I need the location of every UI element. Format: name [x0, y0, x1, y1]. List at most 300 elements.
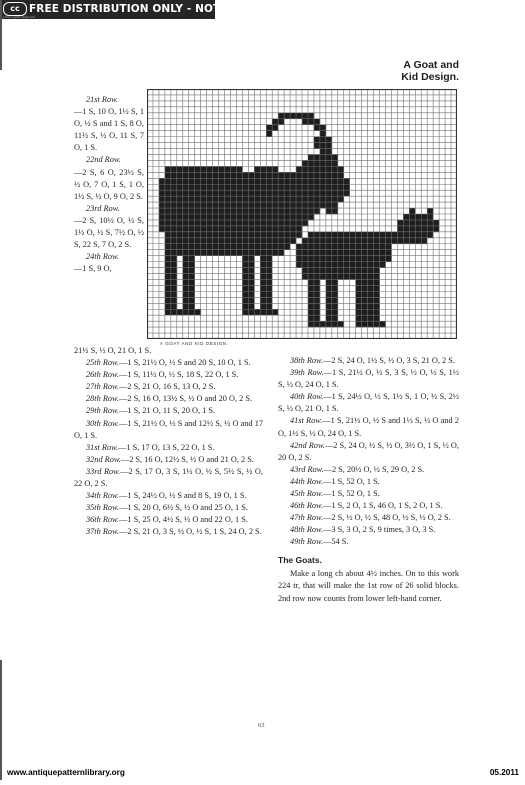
grid-block: [278, 119, 284, 125]
grid-block: [296, 250, 302, 256]
grid-block: [290, 232, 296, 238]
grid-block: [296, 220, 302, 226]
grid-block: [165, 303, 171, 309]
grid-block: [171, 178, 177, 184]
grid-block: [213, 202, 219, 208]
grid-block: [260, 274, 266, 280]
grid-block: [308, 279, 314, 285]
grid-block: [171, 202, 177, 208]
grid-block: [260, 178, 266, 184]
grid-block: [242, 190, 248, 196]
grid-block: [248, 250, 254, 256]
grid-block: [362, 262, 368, 268]
grid-block: [278, 208, 284, 214]
grid-block: [380, 262, 386, 268]
row-text: —2 S, 21 O, 3 S, ½ O, ½ S, 1 S, 24 O, 2 S.: [119, 527, 262, 537]
grid-block: [368, 268, 374, 274]
grid-block: [368, 238, 374, 244]
right-column-rows: [278, 355, 459, 549]
grid-block: [296, 208, 302, 214]
grid-block: [368, 256, 374, 262]
grid-block: [159, 190, 165, 196]
grid-block: [320, 196, 326, 202]
row-text: —2 S, 16 O, 12½ S, ½ O and 21 O, 2 S.: [120, 454, 254, 464]
grid-block: [409, 232, 415, 238]
grid-block: [183, 268, 189, 274]
grid-block: [213, 172, 219, 178]
grid-block: [189, 291, 195, 297]
grid-block: [320, 131, 326, 137]
grid-block: [177, 166, 183, 172]
grid-block: [183, 309, 189, 315]
grid-block: [356, 291, 362, 297]
grid-block: [159, 196, 165, 202]
row-label: 27th Row.: [86, 382, 120, 392]
grid-block: [189, 285, 195, 291]
grid-block: [266, 291, 272, 297]
grid-block: [320, 166, 326, 172]
grid-block: [368, 297, 374, 303]
grid-block: [427, 232, 433, 238]
grid-block: [242, 297, 248, 303]
grid-block: [165, 220, 171, 226]
grid-block: [225, 238, 231, 244]
grid-block: [314, 250, 320, 256]
grid-block: [171, 274, 177, 280]
grid-block: [183, 256, 189, 262]
grid-block: [385, 250, 391, 256]
grid-block: [284, 113, 290, 119]
grid-block: [266, 238, 272, 244]
grid-block: [350, 256, 356, 262]
banner-subtext: some rights reserved: [3, 15, 35, 19]
grid-block: [213, 226, 219, 232]
grid-block: [338, 190, 344, 196]
grid-block: [242, 285, 248, 291]
row-text: —1 S, 11½ O, ½ S, 18 S, 22 O, 1 S.: [119, 370, 239, 380]
grid-block: [225, 166, 231, 172]
grid-block: [266, 166, 272, 172]
grid-block: [278, 214, 284, 220]
grid-block: [165, 244, 171, 250]
grid-block: [266, 309, 272, 315]
grid-block: [236, 226, 242, 232]
grid-block: [236, 250, 242, 256]
grid-block: [272, 238, 278, 244]
grid-block: [385, 232, 391, 238]
grid-block: [338, 178, 344, 184]
grid-block: [195, 214, 201, 220]
grid-block: [338, 250, 344, 256]
grid-block: [350, 232, 356, 238]
grid-block: [278, 190, 284, 196]
grid-block: [165, 202, 171, 208]
grid-block: [201, 190, 207, 196]
grid-block: [171, 220, 177, 226]
grid-block: [308, 154, 314, 160]
grid-block: [397, 220, 403, 226]
row-text: —1 S, 24½ O, ½ S and 8 S, 19 O, 1 S.: [119, 491, 247, 501]
grid-block: [248, 244, 254, 250]
grid-block: [380, 321, 386, 327]
grid-block: [230, 226, 236, 232]
grid-block: [415, 214, 421, 220]
grid-block: [356, 232, 362, 238]
grid-block: [272, 220, 278, 226]
grid-block: [278, 226, 284, 232]
grid-block: [242, 172, 248, 178]
grid-block: [230, 166, 236, 172]
grid-block: [368, 262, 374, 268]
grid-block: [230, 214, 236, 220]
grid-block: [266, 172, 272, 178]
grid-block: [284, 184, 290, 190]
grid-block: [350, 262, 356, 268]
grid-block: [332, 250, 338, 256]
grid-block: [338, 184, 344, 190]
row-text: —1 S, 17 O, 13 S, 22 O, 1 S.: [118, 442, 215, 452]
grid-block: [338, 244, 344, 250]
grid-block: [320, 262, 326, 268]
grid-block: [338, 262, 344, 268]
grid-block: [272, 226, 278, 232]
grid-block: [242, 196, 248, 202]
grid-block: [272, 190, 278, 196]
grid-block: [368, 309, 374, 315]
grid-block: [272, 166, 278, 172]
grid-block: [314, 244, 320, 250]
grid-block: [332, 285, 338, 291]
row-text: —1 S, 24½ O, ½ S, 1½ S, 1 O, ½ S, 2½ S, ½ O, 21 O, 1 S.: [278, 392, 459, 414]
grid-block: [242, 303, 248, 309]
grid-block: [368, 321, 374, 327]
grid-block: [189, 268, 195, 274]
grid-block: [332, 244, 338, 250]
row-label: 25th Row.: [86, 358, 120, 368]
grid-block: [248, 220, 254, 226]
grid-block: [183, 291, 189, 297]
grid-block: [403, 220, 409, 226]
grid-block: [266, 262, 272, 268]
grid-block: [266, 178, 272, 184]
grid-block: [320, 250, 326, 256]
row-label: 41st Row.: [290, 416, 323, 426]
goats-heading: The Goats.: [278, 554, 322, 565]
row-heading: 24th Row.: [86, 252, 120, 262]
grid-block: [356, 297, 362, 303]
grid-block: [254, 178, 260, 184]
row-instruction: [74, 454, 263, 466]
grid-block: [242, 262, 248, 268]
grid-block: [326, 268, 332, 274]
grid-block: [201, 244, 207, 250]
row-text: —54 S.: [323, 537, 349, 547]
row-text: —2 S, 21 O, 16 S, 13 O, 2 S.: [119, 382, 216, 392]
grid-block: [403, 232, 409, 238]
row-instruction: [278, 367, 459, 391]
grid-block: [362, 244, 368, 250]
grid-block: [284, 244, 290, 250]
grid-block: [254, 309, 260, 315]
grid-block: [165, 166, 171, 172]
grid-block: [356, 321, 362, 327]
grid-block: [362, 256, 368, 262]
grid-block: [314, 321, 320, 327]
grid-block: [219, 226, 225, 232]
grid-block: [290, 178, 296, 184]
grid-block: [374, 256, 380, 262]
grid-block: [338, 196, 344, 202]
grid-block: [302, 274, 308, 280]
grid-block: [350, 238, 356, 244]
grid-block: [177, 309, 183, 315]
grid-block: [165, 262, 171, 268]
grid-block: [302, 208, 308, 214]
grid-block: [159, 178, 165, 184]
grid-block: [195, 220, 201, 226]
grid-block: [415, 220, 421, 226]
grid-block: [344, 268, 350, 274]
grid-block: [374, 315, 380, 321]
grid-block: [314, 202, 320, 208]
grid-block: [230, 238, 236, 244]
grid-block: [183, 226, 189, 232]
grid-block: [314, 154, 320, 160]
grid-block: [242, 256, 248, 262]
grid-block: [302, 220, 308, 226]
grid-block: [296, 262, 302, 268]
grid-block: [219, 238, 225, 244]
grid-block: [338, 321, 344, 327]
grid-block: [266, 214, 272, 220]
grid-block: [230, 172, 236, 178]
grid-block: [278, 238, 284, 244]
row-instruction: —2 S, 10½ O, ½ S, 1½ O, ½ S, 7½ O, ½ S, 22 S, 7 O, 2 S.: [74, 215, 144, 250]
grid-block: [362, 315, 368, 321]
grid-block: [225, 196, 231, 202]
grid-block: [171, 166, 177, 172]
row-instruction: —1 S, 9 O,: [74, 264, 112, 274]
grid-block: [171, 244, 177, 250]
row-label: 28th Row.: [86, 394, 120, 404]
grid-block: [189, 208, 195, 214]
grid-block: [362, 250, 368, 256]
grid-block: [171, 285, 177, 291]
figure-caption: A GOAT AND KID DESIGN.: [160, 341, 229, 346]
row-label: 47th Row.: [290, 513, 324, 523]
grid-block: [415, 232, 421, 238]
row-instruction: [278, 391, 459, 415]
grid-block: [344, 262, 350, 268]
grid-block: [278, 244, 284, 250]
goats-paragraph: Make a long ch about 4½ inches. On to this work 224 tr, that will make the 1st row of 26 solid blocks. 2nd row now counts from lower left-hand corner.: [278, 568, 459, 603]
grid-block: [290, 238, 296, 244]
grid-block: [183, 250, 189, 256]
grid-block: [248, 285, 254, 291]
grid-block: [183, 285, 189, 291]
grid-block: [266, 125, 272, 131]
grid-block: [362, 321, 368, 327]
grid-block: [260, 250, 266, 256]
grid-block: [266, 196, 272, 202]
grid-block: [266, 220, 272, 226]
grid-block: [177, 220, 183, 226]
grid-block: [326, 178, 332, 184]
grid-block: [248, 274, 254, 280]
grid-block: [248, 190, 254, 196]
grid-block: [368, 244, 374, 250]
grid-block: [254, 208, 260, 214]
grid-block: [290, 190, 296, 196]
grid-block: [385, 244, 391, 250]
grid-block: [296, 166, 302, 172]
grid-block: [207, 196, 213, 202]
row-text: —1 S, 52 O, 1 S.: [323, 489, 380, 499]
grid-block: [260, 208, 266, 214]
page-number: 63: [258, 722, 265, 729]
grid-block: [326, 256, 332, 262]
grid-block: [308, 196, 314, 202]
grid-block: [230, 184, 236, 190]
grid-block: [332, 274, 338, 280]
grid-block: [207, 214, 213, 220]
grid-block: [189, 166, 195, 172]
grid-block: [356, 285, 362, 291]
row-label: 42nd Row.: [290, 440, 325, 450]
grid-block: [183, 220, 189, 226]
grid-block: [302, 238, 308, 244]
grid-block: [219, 208, 225, 214]
row-text: —2 S, 16 O, 13½ S, ½ O and 20 O, 2 S.: [119, 394, 253, 404]
grid-block: [225, 220, 231, 226]
grid-block: [230, 250, 236, 256]
grid-block: [207, 226, 213, 232]
grid-block: [332, 178, 338, 184]
grid-block: [320, 244, 326, 250]
grid-block: [183, 196, 189, 202]
grid-block: [248, 178, 254, 184]
grid-block: [374, 274, 380, 280]
grid-block: [254, 250, 260, 256]
grid-block: [380, 250, 386, 256]
grid-block: [236, 244, 242, 250]
grid-block: [171, 172, 177, 178]
grid-block: [326, 279, 332, 285]
grid-block: [248, 279, 254, 285]
grid-block: [308, 160, 314, 166]
grid-block: [368, 250, 374, 256]
grid-block: [290, 220, 296, 226]
grid-block: [326, 154, 332, 160]
grid-block: [403, 214, 409, 220]
grid-block: [195, 208, 201, 214]
grid-block: [403, 226, 409, 232]
grid-block: [171, 268, 177, 274]
grid-block: [296, 256, 302, 262]
grid-block: [159, 202, 165, 208]
grid-block: [177, 244, 183, 250]
grid-block: [242, 232, 248, 238]
grid-block: [326, 232, 332, 238]
grid-block: [374, 232, 380, 238]
grid-block: [195, 226, 201, 232]
grid-block: [302, 262, 308, 268]
grid-block: [201, 250, 207, 256]
footer-url[interactable]: www.antiquepatternlibrary.org: [7, 768, 125, 777]
grid-block: [201, 166, 207, 172]
grid-block: [314, 196, 320, 202]
grid-block: [278, 220, 284, 226]
grid-block: [248, 262, 254, 268]
grid-block: [320, 274, 326, 280]
grid-block: [374, 250, 380, 256]
grid-block: [213, 178, 219, 184]
grid-block: [332, 208, 338, 214]
row-text: —1 S, 21½ O, ½ S, 3 S, ½ O, ½ S, 1½ S, ½ O, 24 O, 1 S.: [278, 368, 459, 390]
grid-block: [242, 220, 248, 226]
grid-block: [230, 178, 236, 184]
row-text: —1 S, 2 O, 1 S, 46 O, 1 S, 2 O, 1 S.: [323, 501, 443, 511]
grid-block: [320, 172, 326, 178]
grid-block: [183, 208, 189, 214]
grid-block: [248, 172, 254, 178]
grid-block: [236, 214, 242, 220]
grid-block: [308, 315, 314, 321]
grid-block: [171, 190, 177, 196]
grid-block: [219, 214, 225, 220]
grid-block: [183, 274, 189, 280]
grid-block: [213, 184, 219, 190]
grid-block: [266, 256, 272, 262]
grid-block: [242, 268, 248, 274]
grid-block: [326, 303, 332, 309]
grid-block: [165, 309, 171, 315]
grid-block: [207, 220, 213, 226]
grid-block: [344, 244, 350, 250]
grid-block: [254, 244, 260, 250]
grid-block: [230, 208, 236, 214]
grid-block: [397, 232, 403, 238]
grid-block: [201, 214, 207, 220]
grid-block: [219, 250, 225, 256]
grid-block: [165, 268, 171, 274]
grid-block: [427, 208, 433, 214]
grid-block: [242, 184, 248, 190]
grid-block: [165, 250, 171, 256]
grid-block: [302, 256, 308, 262]
grid-block: [165, 232, 171, 238]
row-text: —1 S, 20 O, 6½ S, ½ O and 25 O, 1 S.: [119, 503, 248, 513]
grid-block: [219, 220, 225, 226]
row-instruction: [278, 500, 459, 512]
grid-block: [362, 309, 368, 315]
grid-block: [332, 154, 338, 160]
grid-block: [201, 232, 207, 238]
grid-block: [225, 244, 231, 250]
row-label: 32nd Row.: [86, 454, 121, 464]
row-instruction: [74, 526, 263, 538]
grid-block: [344, 250, 350, 256]
grid-block: [344, 184, 350, 190]
grid-block: [260, 238, 266, 244]
grid-block: [302, 250, 308, 256]
grid-block: [374, 285, 380, 291]
grid-block: [308, 202, 314, 208]
row-instruction: [278, 415, 459, 439]
grid-block: [403, 238, 409, 244]
row-label: 37th Row.: [86, 527, 120, 537]
grid-block: [296, 214, 302, 220]
